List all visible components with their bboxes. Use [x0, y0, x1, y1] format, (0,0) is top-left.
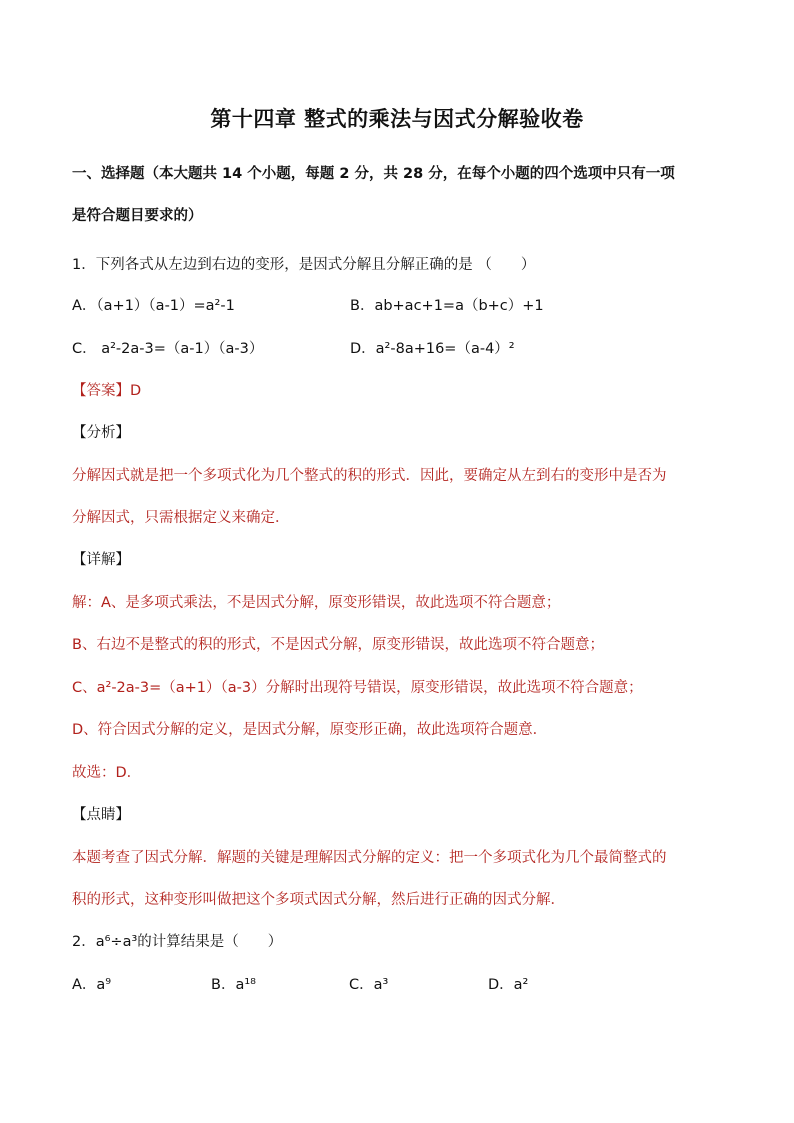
question-2-option-d: D．a² [488, 977, 529, 993]
analysis-text-line-2: 分解因式，只需根据定义来确定． [72, 510, 290, 526]
page-title: 第十四章 整式的乘法与因式分解验收卷 [210, 107, 584, 131]
question-2-option-c: C．a³ [349, 977, 389, 993]
analysis-text-line-1: 分解因式就是把一个多项式化为几个整式的积的形式．因此，要确定从左到右的变形中是否为 [72, 468, 667, 484]
question-1-option-a: A．（a+1）（a-1）=a²-1 [72, 298, 235, 314]
question-2-stem: 2．a⁶÷a³的计算结果是（ ） [72, 934, 283, 950]
comment-text-line-2: 积的形式，这种变形叫做把这个多项式因式分解，然后进行正确的因式分解． [72, 892, 565, 908]
question-2-option-b: B．a¹⁸ [211, 977, 256, 993]
detail-line-d: D、符合因式分解的定义，是因式分解，原变形正确，故此选项符合题意． [72, 722, 548, 738]
question-1-stem: 1．下列各式从左边到右边的变形，是因式分解且分解正确的是 （ ） [72, 257, 536, 273]
analysis-label: 【分析】 [72, 425, 130, 441]
comment-text-line-1: 本题考查了因式分解．解题的关键是理解因式分解的定义：把一个多项式化为几个最简整式的 [72, 850, 667, 866]
section-heading-line-2: 是符合题目要求的） [72, 208, 203, 224]
section-heading-line-1: 一、选择题（本大题共 14 个小题，每题 2 分，共 28 分，在每个小题的四个选项中只有一项 [72, 166, 675, 182]
detail-label: 【详解】 [72, 552, 130, 568]
comment-label: 【点睛】 [72, 807, 130, 823]
answer-line: 【答案】D [72, 383, 142, 399]
question-1-option-b: B．ab+ac+1=a（b+c）+1 [350, 298, 544, 314]
question-1-option-c: C． a²-2a-3=（a-1）（a-3） [72, 341, 264, 357]
detail-line-b: B、右边不是整式的积的形式，不是因式分解，原变形错误，故此选项不符合题意； [72, 637, 604, 653]
question-1-option-d: D．a²-8a+16=（a-4）² [350, 341, 515, 357]
choose-line: 故选：D． [72, 765, 142, 781]
question-2-option-a: A．a⁹ [72, 977, 112, 993]
detail-line-a: 解：A、是多项式乘法，不是因式分解，原变形错误，故此选项不符合题意； [72, 595, 561, 611]
detail-line-c: C、a²-2a-3=（a+1）（a-3）分解时出现符号错误，原变形错误，故此选项不符合题意； [72, 680, 643, 696]
